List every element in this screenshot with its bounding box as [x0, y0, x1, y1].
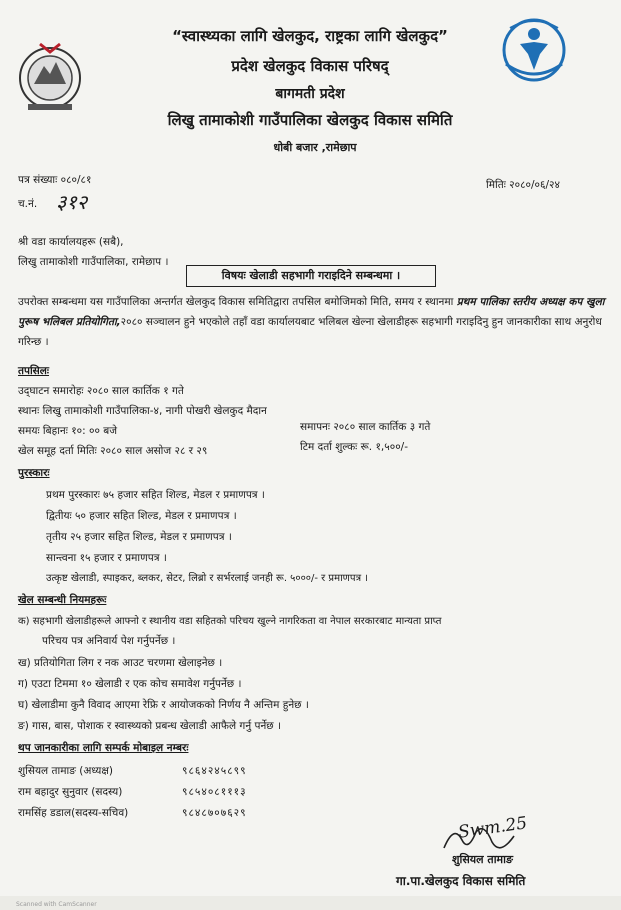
scan-footer: Scanned with CamScanner — [16, 901, 97, 908]
signatory-title: गा.पा.खेलकुद विकास समिति — [396, 874, 526, 888]
dispatch-number: ३१२ — [56, 190, 88, 214]
closing-ceremony: समापनः २०८० साल कार्तिक ३ गते — [300, 421, 431, 433]
rule-ga: ग) एउटा टिममा १० खेलाडी र एक कोच समावेश गर्नुपर्नेछ । — [18, 678, 242, 690]
tapsil-title: तपसिलः — [18, 365, 50, 377]
body-paragraph — [18, 292, 608, 352]
recipient-line-2: लिखु तामाकोशी गाउँपालिका, रामेछाप । — [18, 256, 169, 268]
contact-phone: ९८४८७०७६२९ — [182, 807, 247, 819]
contact-name: राम बहादुर सुनुवार (सदस्य) — [18, 786, 123, 798]
signature-scribble: Swm.25 — [456, 813, 529, 843]
address: धोबी बजार ,रामेछाप — [273, 141, 357, 154]
time: समयः बिहानः १०: ०० बजे — [18, 425, 118, 437]
letter-date: मितिः २०८०/०६/२४ — [486, 179, 560, 191]
rule-nga: ङ) गास, बास, पोशाक र स्वास्थ्यको प्रबन्ध खेलाडी आफैले गर्नु पर्नेछ । — [18, 720, 281, 732]
slogan: “स्वास्थ्यका लागि खेलकुद, राष्ट्रका लागि खेलकुद” — [172, 27, 448, 45]
rule-kha: ख) प्रतियोगिता लिग र नक आउट चरणमा खेलाइनेछ । — [18, 657, 223, 669]
venue: स्थानः लिखु तामाकोशी गाउँपालिका-४, नागी पोखरी खेलकुद मैदान — [18, 405, 267, 417]
dispatch-label: च.नं. — [18, 198, 38, 210]
rules-title: खेल सम्बन्धी नियमहरूः — [18, 594, 107, 606]
rule-gha: घ) खेलाडीमा कुनै विवाद आएमा रेफ्रि र आयोजकको निर्णय नै अन्तिम हुनेछ । — [18, 699, 309, 711]
recipient-line-1: श्री वडा कार्यालयहरू (सबै), — [18, 236, 124, 248]
nepal-emblem-icon — [16, 38, 84, 114]
contact-name: रामसिंह डडाल(सदस्य-सचिव) — [18, 807, 129, 819]
committee-name: लिखु तामाकोशी गाउँपालिका खेलकुद विकास समिति — [167, 111, 453, 129]
opening-ceremony: उद्‌घाटन समारोहः २०८० साल कार्तिक १ गते — [18, 385, 184, 397]
rule-ka: क) सहभागी खेलाडीहरूले आफ्नो र स्थानीय वडा सहितको परिचय खुल्ने नागरिकता वा नेपाल सरकारबाट मान्यता प्राप्त — [18, 616, 442, 627]
contact-phone: ९८६४२४५८९९ — [182, 765, 247, 777]
prize-item: सान्त्वना १५ हजार र प्रमाणपत्र । — [46, 552, 167, 564]
prize-item: द्वितीयः ५० हजार सहित शिल्ड, मेडल र प्रमाणपत्र । — [46, 510, 237, 522]
province-name: बागमती प्रदेश — [275, 86, 345, 102]
body-text-2: २०८० सञ्चालन हुने भएकोले तहाँ वडा कार्यालयबाट भलिबल खेल्ना खेलाडीहरू सहभागी गराइदिनु हुन जानकारीका साथ अनुरोध गरिन्छ । — [18, 316, 602, 348]
signatory-name: शुसियल तामाङ — [452, 853, 513, 866]
letter-number: पत्र संख्याः ०८०/८१ — [18, 174, 92, 186]
prizes-title: पुरस्कारः — [18, 467, 50, 479]
contact-phone: ९८५४०८१११३ — [182, 786, 247, 798]
prize-item: तृतीय २५ हजार सहित शिल्ड, मेडल र प्रमाणपत्र । — [46, 531, 232, 543]
prize-item: उत्कृष्ट खेलाडी, स्पाइकर, ब्लकर, सेटर, लिब्रो र सर्भरलाई जनही रू. ५०००/- र प्रमाणपत्र । — [46, 573, 369, 584]
body-emphasis: प्रथम पालिका स्तरीय अध्यक्ष कप खुला पुरूष भलिबल प्रतियोगिता, — [18, 296, 605, 328]
council-name: प्रदेश खेलकुद विकास परिषद् — [231, 57, 389, 75]
prize-item: प्रथम पुरस्कारः ७५ हजार सहित शिल्ड, मेडल र प्रमाणपत्र । — [46, 489, 265, 501]
team-fee: टिम दर्ता शुल्कः रू. १,५००/- — [300, 441, 408, 453]
registration-date: खेल समूह दर्ता मितिः २०८० साल असोज २८ र २९ — [18, 445, 208, 457]
subject: विषयः खेलाडी सहभागी गराइदिने सम्बन्धमा । — [186, 265, 436, 287]
rule-ka-cont: परिचय पत्र अनिवार्य पेश गर्नुपर्नेछ । — [42, 635, 176, 647]
body-text-1: उपरोक्त सम्बन्धमा यस गाउँपालिका अन्तर्गत खेलकुद विकास समितिद्वारा तपसिल बमोजिमको मिति, समय र स्थानमा — [18, 296, 457, 308]
contacts-title: थप जानकारीका लागि सम्पर्क मोबाइल नम्बरः — [18, 742, 189, 754]
contact-name: शुसियल तामाङ (अध्यक्ष) — [18, 765, 114, 777]
